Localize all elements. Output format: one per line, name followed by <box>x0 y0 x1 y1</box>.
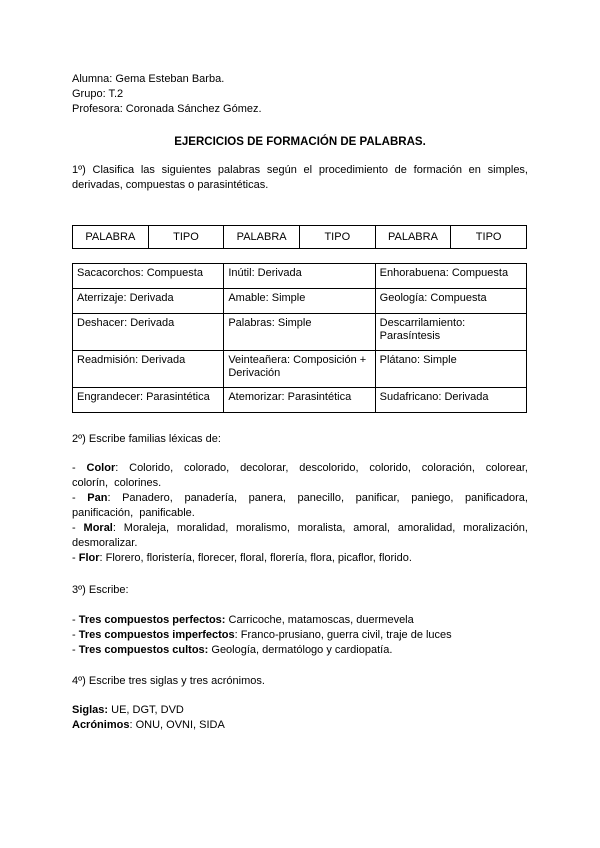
table-row <box>73 314 527 351</box>
table-cell: Sacacorchos: Compuesta <box>73 264 224 289</box>
table-cell: Veinteañera: Composición + Derivación <box>224 351 375 388</box>
compound-learned: - Tres compuestos cultos: Geología, dermatólogo y cardiopatía. <box>72 644 393 656</box>
table-row <box>73 388 527 413</box>
lexical-family-moral: - Moral: Moraleja, moralidad, moralismo, moralista, amoral, amoralidad, moralización, desmoralizar. <box>72 522 528 549</box>
lexical-family-color: - Color: Colorido, colorado, decolorar, descolorido, colorido, coloración, colorear, colorín, colorines. <box>72 462 528 489</box>
table-cell: Atemorizar: Parasintética <box>224 388 375 413</box>
exercise1-prompt: 1º) Clasifica las siguientes palabras según el procedimiento de formación en simples, derivadas, compuestas o parasintéticas. <box>72 164 528 191</box>
table-cell: Enhorabuena: Compuesta <box>375 264 526 289</box>
page-title: EJERCICIOS DE FORMACIÓN DE PALABRAS. <box>174 136 426 148</box>
table-cell: Palabras: Simple <box>224 314 375 351</box>
table-cell: Plátano: Simple <box>375 351 526 388</box>
col-header-tipo: TIPO <box>299 226 375 249</box>
table-cell: Inútil: Derivada <box>224 264 375 289</box>
teacher-name: Profesora: Coronada Sánchez Gómez. <box>72 103 262 115</box>
table-cell: Geología: Compuesta <box>375 289 526 314</box>
lexical-family-pan: - Pan: Panadero, panadería, panera, panecillo, panificar, paniego, panificadora, panificación, panificable. <box>72 492 528 519</box>
compound-perfect: - Tres compuestos perfectos: Carricoche, matamoscas, duermevela <box>72 614 414 626</box>
table-row <box>73 289 527 314</box>
compound-imperfect: - Tres compuestos imperfectos: Franco-prusiano, guerra civil, traje de luces <box>72 629 452 641</box>
col-header-palabra: PALABRA <box>224 226 300 249</box>
acronimos-line: Acrónimos: ONU, OVNI, SIDA <box>72 719 225 731</box>
col-header-tipo: TIPO <box>148 226 224 249</box>
siglas-line: Siglas: UE, DGT, DVD <box>72 704 184 716</box>
exercise4-prompt: 4º) Escribe tres siglas y tres acrónimos. <box>72 675 265 687</box>
header-table <box>72 225 527 249</box>
exercise2-prompt: 2º) Escribe familias léxicas de: <box>72 433 221 445</box>
table-cell: Descarrilamiento: Parasíntesis <box>375 314 526 351</box>
table-cell: Readmisión: Derivada <box>73 351 224 388</box>
table-cell: Deshacer: Derivada <box>73 314 224 351</box>
col-header-tipo: TIPO <box>451 226 527 249</box>
table-cell: Engrandecer: Parasintética <box>73 388 224 413</box>
exercise3-prompt: 3º) Escribe: <box>72 584 129 596</box>
table-cell: Sudafricano: Derivada <box>375 388 526 413</box>
table-row <box>73 264 527 289</box>
col-header-palabra: PALABRA <box>375 226 451 249</box>
group: Grupo: T.2 <box>72 88 124 100</box>
col-header-palabra: PALABRA <box>73 226 149 249</box>
table-cell: Aterrizaje: Derivada <box>73 289 224 314</box>
answers-table <box>72 263 527 413</box>
table-row <box>73 351 527 388</box>
table-cell: Amable: Simple <box>224 289 375 314</box>
lexical-family-flor: - Flor: Florero, floristería, florecer, floral, florería, flora, picaflor, florido. <box>72 552 412 564</box>
student-name: Alumna: Gema Esteban Barba. <box>72 73 225 85</box>
